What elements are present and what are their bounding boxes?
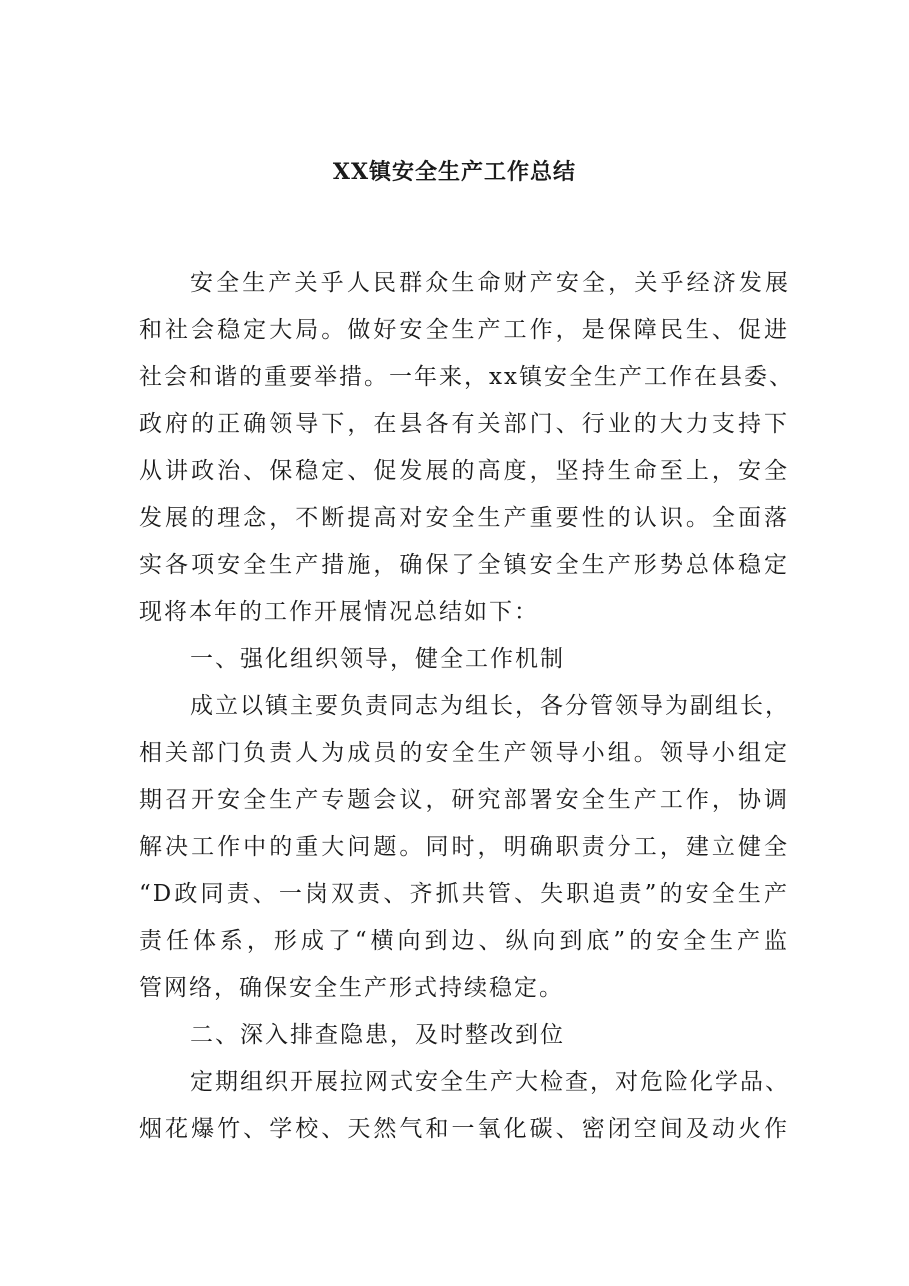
section-heading-2: 二、深入排查隐患，及时整改到位 — [190, 1022, 565, 1048]
paragraph-2-line-4: 解决工作中的重大问题。同时，明确职责分工，建立健全 — [139, 834, 789, 860]
paragraph-1-line-2: 和社会稳定大局。做好安全生产工作，是保障民生、促进 — [139, 317, 789, 343]
paragraph-3-line-2: 烟花爆竹、学校、天然气和一氧化碳、密闭空间及动火作 — [139, 1116, 789, 1142]
document-title: XX镇安全生产工作总结 — [332, 159, 577, 185]
paragraph-1-line-1: 安全生产关乎人民群众生命财产安全，关乎经济发展 — [190, 270, 790, 296]
paragraph-2-line-6: 责任体系，形成了“横向到边、纵向到底”的安全生产监 — [139, 928, 789, 954]
paragraph-1-line-3: 社会和谐的重要举措。一年来，xx镇安全生产工作在县委、 — [139, 364, 794, 390]
paragraph-3-line-1: 定期组织开展拉网式安全生产大检查，对危险化学品、 — [190, 1069, 790, 1095]
paragraph-2-line-2: 相关部门负责人为成员的安全生产领导小组。领导小组定 — [139, 740, 789, 766]
paragraph-2-line-1: 成立以镇主要负责同志为组长，各分管领导为副组长， — [190, 693, 790, 719]
paragraph-1-line-6: 发展的理念，不断提高对安全生产重要性的认识。全面落 — [139, 505, 789, 531]
paragraph-1-line-7: 实各项安全生产措施，确保了全镇安全生产形势总体稳定 — [139, 552, 789, 578]
paragraph-1-line-5: 从讲政治、保稳定、促发展的高度，坚持生命至上，安全 — [139, 458, 789, 484]
section-heading-1: 一、强化组织领导，健全工作机制 — [190, 646, 565, 672]
paragraph-2-line-5: “D政同责、一岗双责、齐抓共管、失职追责”的安全生产 — [139, 881, 789, 907]
paragraph-2-line-7: 管网络，确保安全生产形式持续稳定。 — [139, 975, 564, 1001]
paragraph-1-line-4: 政府的正确领导下，在县各有关部门、行业的大力支持下 — [139, 411, 789, 437]
paragraph-2-line-3: 期召开安全生产专题会议，研究部署安全生产工作，协调 — [139, 787, 789, 813]
paragraph-1-line-8: 现将本年的工作开展情况总结如下： — [139, 599, 539, 625]
